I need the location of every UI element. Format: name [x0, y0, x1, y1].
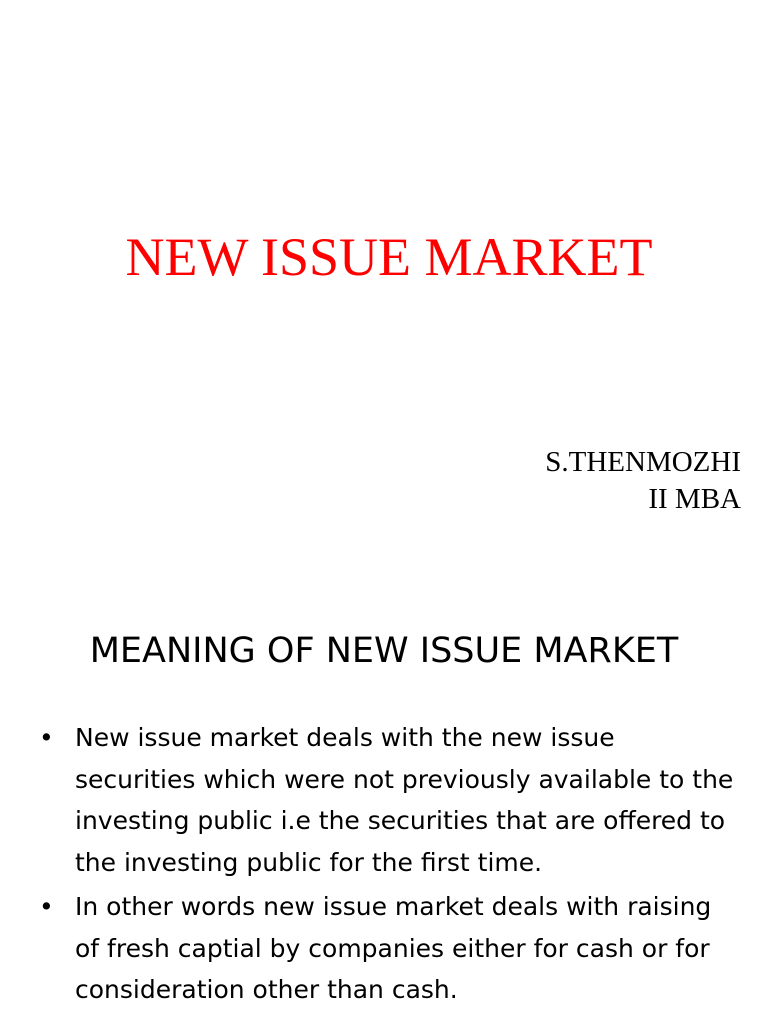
content-slide	[0, 576, 768, 1024]
slide-heading: MEANING OF NEW ISSUE MARKET	[89, 631, 679, 671]
author-name: S.THENMOZHI	[545, 446, 741, 478]
bullet-icon: •	[39, 892, 54, 921]
author-block	[545, 444, 741, 518]
presentation-title: NEW ISSUE MARKET	[125, 227, 653, 287]
bullet-item	[39, 886, 739, 1011]
bullet-text: New issue market deals with the new issue securities which were not previously available to the investing public i.e the securities that are offered to the investing public for the first time.	[75, 723, 734, 877]
bullet-item	[39, 717, 739, 883]
bullet-text: In other words new issue market deals with raising of fresh captial by companies either for cash or for consideration other than cash.	[75, 892, 712, 1004]
bullet-list	[39, 717, 739, 1014]
author-course: II MBA	[648, 483, 741, 515]
bullet-icon: •	[39, 723, 54, 752]
